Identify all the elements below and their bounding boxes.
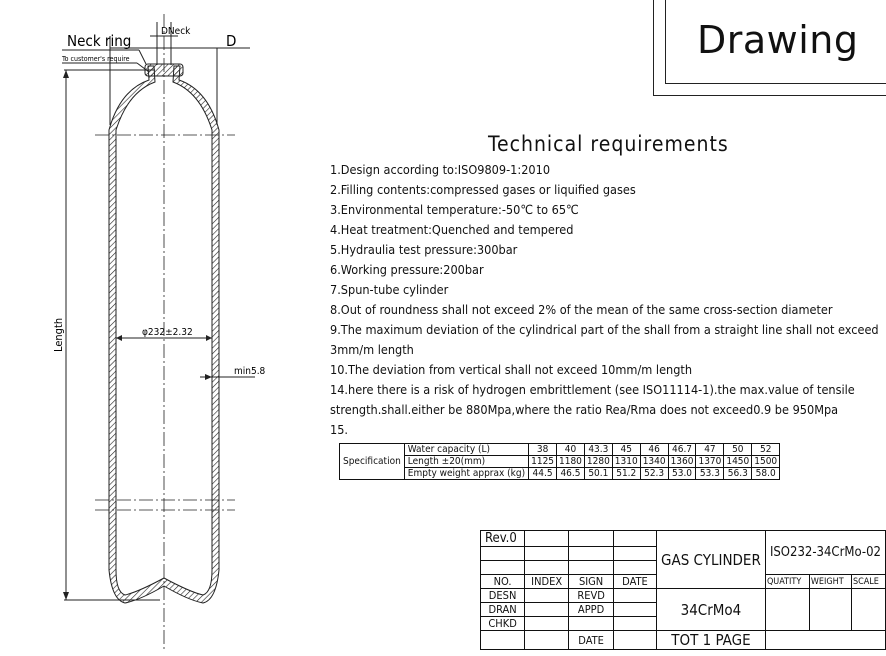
d-label: D: [226, 32, 237, 50]
requirement-item: 8.Out of roundness shall not exceed 2% of the mean of the same cross-section diameter: [330, 302, 833, 317]
spec-cell: 46: [640, 444, 668, 456]
length-label: Length: [52, 317, 65, 352]
tb-cell: [851, 589, 885, 631]
header-sign: SIGN: [569, 575, 614, 589]
requirement-item: 3.Environmental temperature:-50℃ to 65℃: [330, 202, 579, 217]
tb-cell: [765, 589, 809, 631]
tb-cell: [481, 561, 525, 575]
neck-ring-label: Neck ring: [67, 32, 132, 50]
chkd-label: CHKD: [481, 617, 525, 631]
requirement-item: 10.The deviation from vertical shall not exceed 10mm/m length: [330, 362, 693, 377]
scale-label: SCALE: [851, 575, 885, 589]
spec-row-header: Specification: [340, 444, 405, 480]
tb-cell: [525, 589, 569, 603]
spec-cell: 53.3: [696, 468, 724, 480]
requirement-item: 5.Hydraulia test pressure:300bar: [330, 242, 518, 257]
specification-table: [339, 443, 780, 480]
requirement-item: 6.Working pressure:200bar: [330, 262, 484, 277]
spec-cell: 38: [529, 444, 557, 456]
dran-label: DRAN: [481, 603, 525, 617]
spec-label: Water capacity (L): [404, 444, 528, 456]
table-row: [481, 589, 886, 603]
table-row: [481, 631, 886, 650]
tb-cell: [614, 561, 657, 575]
tb-cell: [809, 589, 851, 631]
table-row: [340, 444, 780, 456]
tb-cell: [614, 617, 657, 631]
spec-cell: 40: [557, 444, 585, 456]
material: 34CrMo4: [656, 589, 765, 631]
spec-cell: 52: [752, 444, 780, 456]
tb-cell: [569, 547, 614, 561]
min-wall-label: min5.8: [234, 366, 266, 377]
requirement-item: 9.The maximum deviation of the cylindrical part of the shall from a straight line shall not exceed: [330, 322, 879, 337]
spec-cell: 1360: [668, 456, 696, 468]
spec-cell: 46.7: [668, 444, 696, 456]
requirement-item: 1.Design according to:ISO9809-1:2010: [330, 162, 551, 177]
requirement-item: 14.here there is a risk of hydrogen embrittlement (see ISO11114-1).the max.value of tensile: [330, 382, 855, 397]
tb-cell: [614, 589, 657, 603]
cylinder-drawing: [0, 0, 330, 656]
spec-cell: 53.0: [668, 468, 696, 480]
tb-cell: [525, 631, 569, 650]
weight-label: WEIGHT: [809, 575, 851, 589]
spec-cell: 58.0: [752, 468, 780, 480]
spec-cell: 50: [724, 444, 752, 456]
drawing-title: Drawing: [697, 18, 859, 62]
requirement-item: 4.Heat treatment:Quenched and tempered: [330, 222, 574, 237]
quatity-label: QUATITY: [765, 575, 809, 589]
desn-label: DESN: [481, 589, 525, 603]
tb-cell: [569, 531, 614, 547]
title-block: [480, 530, 886, 650]
tb-cell: [525, 561, 569, 575]
spec-cell: 46.5: [557, 468, 585, 480]
tb-cell: [614, 531, 657, 547]
tb-cell: [614, 547, 657, 561]
requirement-item: 3mm/m length: [330, 342, 414, 357]
spec-cell: 52.3: [640, 468, 668, 480]
spec-cell: 47: [696, 444, 724, 456]
spec-cell: 1370: [696, 456, 724, 468]
spec-cell: 1280: [584, 456, 612, 468]
header-index: INDEX: [525, 575, 569, 589]
spec-label: Length ±20(mm): [404, 456, 528, 468]
requirement-item: strength.shall.either be 880Mpa,where the ratio Rea/Rma does not exceed0.9 be 950Mpa: [330, 402, 839, 417]
tb-cell: [525, 547, 569, 561]
part-name: GAS CYLINDER: [656, 531, 765, 589]
tb-cell: [614, 603, 657, 617]
revd-label: REVD: [569, 589, 614, 603]
header-no: NO.: [481, 575, 525, 589]
spec-cell: 1180: [557, 456, 585, 468]
page-count: TOT 1 PAGE: [656, 631, 765, 650]
tb-cell: [525, 531, 569, 547]
spec-cell: 56.3: [724, 468, 752, 480]
spec-cell: 45: [612, 444, 640, 456]
tb-cell: [569, 561, 614, 575]
table-row: [340, 468, 780, 480]
table-row: [340, 456, 780, 468]
requirement-item: 7.Spun-tube cylinder: [330, 282, 449, 297]
spec-cell: 1340: [640, 456, 668, 468]
tb-cell: [481, 631, 525, 650]
spec-cell: 44.5: [529, 468, 557, 480]
dneck-label: DNeck: [161, 26, 191, 37]
tb-cell: [525, 603, 569, 617]
spec-cell: 1500: [752, 456, 780, 468]
spec-cell: 51.2: [612, 468, 640, 480]
tb-cell: [765, 631, 885, 650]
tb-cell: [569, 617, 614, 631]
requirements-list: [330, 160, 880, 440]
header-date: DATE: [614, 575, 657, 589]
requirements-title: Technical requirements: [488, 132, 729, 156]
table-row: [481, 531, 886, 547]
date-label: DATE: [569, 631, 614, 650]
spec-label: Empty weight apprax (kg): [404, 468, 528, 480]
drawing-number: ISO232-34CrMo-02: [765, 531, 885, 575]
tb-cell: [525, 617, 569, 631]
spec-cell: 1310: [612, 456, 640, 468]
appd-label: APPD: [569, 603, 614, 617]
spec-cell: 1125: [529, 456, 557, 468]
customer-require-label: To customer's require: [62, 55, 130, 63]
tb-cell: [614, 631, 657, 650]
spec-cell: 50.1: [584, 468, 612, 480]
requirement-item: 15.: [330, 422, 349, 437]
requirement-item: 2.Filling contents:compressed gases or liquified gases: [330, 182, 636, 197]
rev-label: Rev.0: [481, 531, 525, 547]
spec-cell: 43.3: [584, 444, 612, 456]
tb-cell: [481, 547, 525, 561]
spec-cell: 1450: [724, 456, 752, 468]
diameter-label: φ232±2.32: [142, 327, 193, 338]
